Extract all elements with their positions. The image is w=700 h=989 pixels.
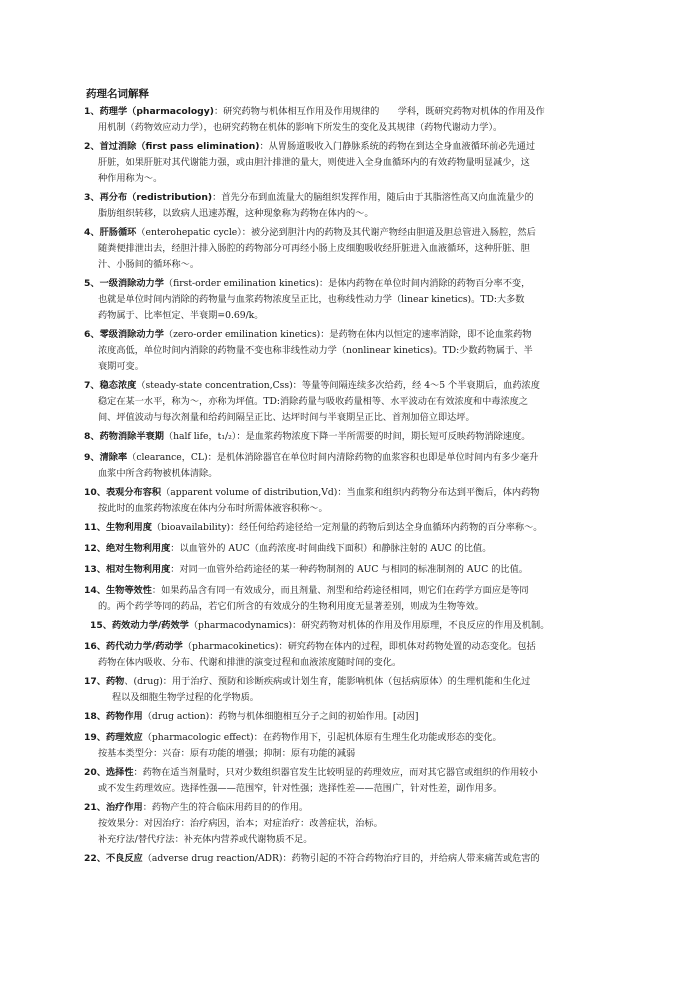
definition-entry (84, 276, 614, 324)
entry-number: 9、 (84, 452, 100, 463)
entry-text: ：如果药品含有同一有效成分，而且剂量、剂型和给药途径相同，则它们在药学方面应是等同 (151, 585, 529, 596)
entry-term: 药效动力学/药效学 (111, 620, 189, 631)
entry-text: ：以血管外的 AUC（血药浓度-时间曲线下面积）和静脉注射的 AUC 的比值。 (170, 543, 492, 554)
definition-entry (84, 639, 614, 671)
entry-line (84, 139, 614, 155)
entry-text: 随粪便排泄出去，经胆汁排入肠腔的药物部分可再经小肠上皮细胞吸收经肝脏进入血液循环，这种肝脏、胆 (98, 243, 530, 254)
entry-line (84, 378, 614, 394)
entry-line (84, 520, 614, 536)
entry-term: 相对生物利用度 (105, 564, 171, 575)
entry-line (84, 765, 614, 781)
entry-text: 稳定在某一水平，称为～，亦称为坪值。TD:消除药量与吸收药量相等、水平波动在有效浓度和中毒浓度之 (98, 396, 529, 407)
entry-line (84, 206, 614, 222)
entry-text: 浓度高低，单位时间内消除的药物量不变也称非线性动力学（nonlinear kinetics)。TD:少数药物属于、半 (98, 345, 533, 356)
entry-term: 药物 (105, 676, 125, 687)
entry-text: （half life，t₁/₂）：是血浆药物浓度下降一半所需要的时间，期长短可反映药物消除速度。 (163, 431, 531, 442)
entry-term: 药物消除半衰期 (99, 431, 164, 442)
entry-term: 再分布（redistribution) (99, 192, 213, 203)
entry-number: 18、 (84, 711, 106, 722)
entry-text: 的。两个药学等同的药品，若它们所含的有效成分的生物利用度无显著差别，则成为生物等效。 (98, 601, 484, 612)
document-title: 药理名词解释 (86, 88, 149, 100)
entry-line (84, 618, 614, 634)
entry-line (84, 816, 614, 832)
definition-entry (84, 583, 614, 615)
definition-entry (84, 190, 614, 222)
entry-number: 8、 (84, 431, 100, 442)
entry-text: （pharmacodynamics)：研究药物对机体的作用及作用原理，不良反应的作用及机制。 (188, 620, 550, 631)
entry-line (84, 225, 614, 241)
entry-text: （first-order emilination kinetics)：是体内药物在单位时间内消除的药物百分率不变， (163, 278, 531, 289)
entry-text: 肝脏，如果肝脏对其代谢能力强，或由胆汁排泄的量大，则使进入全身血循环内的有效药物量明显减少，这 (98, 157, 530, 168)
entry-line (84, 257, 614, 273)
definition-entry (84, 520, 614, 536)
entry-term: 肝肠循环 (99, 227, 137, 238)
entry-term: 药理学（pharmacology) (99, 106, 214, 117)
definition-entry (84, 429, 614, 445)
entry-number: 19、 (84, 732, 106, 743)
entry-term: 生物等效性 (105, 585, 152, 596)
definition-entry (84, 450, 614, 482)
entry-term: 首过消除（first pass elimination) (99, 141, 260, 152)
entry-text: 间、坪值波动与每次剂量和给药间隔呈正比、达坪时间与半衰期呈正比、首剂加倍立即达坪。 (98, 412, 475, 423)
entry-text: 脂肪组织转移，以致病人迅速苏醒，这种现象称为药物在体内的～。 (98, 208, 374, 219)
entry-term: 治疗作用 (105, 802, 143, 813)
entry-text: （clearance，CL)：是机体消除器官在单位时间内清除药物的血浆容积也即是单位时间内有多少毫升 (127, 452, 539, 463)
definition-entry (84, 104, 614, 136)
entry-number: 1、 (84, 106, 100, 117)
entry-line (84, 781, 614, 797)
entry-number: 5、 (84, 278, 100, 289)
entry-text: 补充疗法/替代疗法：补充体内营养或代谢物质不足。 (98, 834, 313, 845)
entry-term: 零级消除动力学 (99, 329, 164, 340)
entry-line (84, 501, 614, 517)
entry-number: 11、 (84, 522, 106, 533)
entry-text: 种作用称为～。 (98, 173, 163, 184)
entry-line (84, 800, 614, 816)
entry-line (84, 292, 614, 308)
entry-number: 15、 (90, 620, 112, 631)
entry-text: 也就是单位时间内消除的药物量与血浆药物浓度呈正比，也称线性动力学（linear kinetics)。TD:大多数 (98, 294, 525, 305)
entry-term: 药代动力学/药动学 (105, 641, 183, 652)
entry-text: 、(drug)：用于治疗、预防和诊断疾病或计划生育，能影响机体（包括病原体）的生理机能和生化过 (124, 676, 531, 687)
entry-text: （drug action)：药物与机体细胞相互分子之间的初始作用。[动因] (142, 711, 419, 722)
entry-line (84, 485, 614, 501)
definition-entry (84, 485, 614, 517)
entry-text: （bioavailability)：经任何给药途径给一定剂量的药物后到达全身血循环内药物的百分率称～。 (151, 522, 543, 533)
entry-line (84, 410, 614, 426)
definition-entry (84, 562, 614, 578)
entry-number: 16、 (84, 641, 106, 652)
definition-entry (84, 541, 614, 557)
entry-text: ：研究药物与机体相互作用及作用规律的 学科，既研究药物对机体的作用及作 (213, 106, 545, 117)
entry-text: ：首先分布到血流量大的脑组织发挥作用，随后由于其脂溶性高又向血流量少的 (212, 192, 534, 203)
entry-term: 药理效应 (105, 732, 143, 743)
definition-entry (84, 618, 614, 634)
entry-text: 程以及细胞生物学过程的化学物质。 (112, 692, 259, 703)
entry-text: 衰期可变。 (98, 361, 144, 372)
entry-term: 一级消除动力学 (99, 278, 164, 289)
entry-text: ：药物产生的符合临床用药目的的作用。 (142, 802, 309, 813)
entry-text: 药物在体内吸收、分布、代谢和排泄的演变过程和血液浓度随时间的变化。 (98, 657, 402, 668)
entry-term: 不良反应 (105, 853, 143, 864)
entry-text: ：药物在适当剂量时，只对少数组织器官发生比较明显的药理效应，而对其它器官或组织的作用较小 (133, 767, 538, 778)
entry-number: 17、 (84, 676, 106, 687)
entry-line (84, 450, 614, 466)
entry-line (84, 120, 614, 136)
entry-text: 药物属于、比率恒定、半衰期=0.69/k。 (98, 310, 264, 321)
definition-entry (84, 139, 614, 187)
entry-text: （apparent volume of distribution,Vd)：当血浆和组织内药物分布达到平衡后，体内药物 (161, 487, 540, 498)
entry-number: 4、 (84, 227, 100, 238)
entry-line (84, 730, 614, 746)
entry-line (84, 674, 614, 690)
entry-text: 按此时的血浆药物浓度在体内分布时所需体液容积称～。 (98, 503, 328, 514)
entry-text: （pharmacologic effect)：在药物作用下，引起机体原有生理生化功能或形态的变化。 (142, 732, 502, 743)
entry-number: 22、 (84, 853, 106, 864)
entry-text: 按效果分：对因治疗：治疗病因，治本；对症治疗：改善症状，治标。 (98, 818, 383, 829)
entry-line (84, 276, 614, 292)
entry-line (84, 308, 614, 324)
entry-line (84, 690, 614, 706)
entry-line (84, 429, 614, 445)
entry-line (84, 655, 614, 671)
entry-text: 汁、小肠间的循环称～。 (98, 259, 200, 270)
entry-line (84, 599, 614, 615)
entry-line (84, 709, 614, 725)
entry-text: 用机制（药物效应动力学），也研究药物在机体的影响下所发生的变化及其规律（药物代谢动力学）。 (98, 122, 503, 133)
definition-entry (84, 378, 614, 426)
entry-line (84, 832, 614, 848)
definition-entry (84, 851, 614, 867)
entry-text: （pharmacokinetics)：研究药物在体内的过程，即机体对药物处置的动态变化。包括 (182, 641, 536, 652)
entry-text: （enterohepatic cycle）：被分泌到胆汁内的药物及其代谢产物经由胆道及胆总管进入肠腔，然后 (136, 227, 536, 238)
entry-number: 21、 (84, 802, 106, 813)
entry-line (84, 155, 614, 171)
entry-number: 7、 (84, 380, 100, 391)
definition-entry (84, 709, 614, 725)
entry-number: 20、 (84, 767, 106, 778)
entry-line (84, 639, 614, 655)
entry-number: 6、 (84, 329, 100, 340)
entry-text: （zero-order emilination kinetics)：是药物在体内以恒定的速率消除，即不论血浆药物 (163, 329, 532, 340)
entry-text: ：对同一血管外给药途径的某一种药物制剂的 AUC 与相同的标准制剂的 AUC 的比值。 (170, 564, 528, 575)
entry-line (84, 466, 614, 482)
entry-term: 稳态浓度 (99, 380, 137, 391)
entry-term: 绝对生物利用度 (105, 543, 171, 554)
entry-line (84, 171, 614, 187)
entry-term: 选择性 (105, 767, 134, 778)
entry-term: 药物作用 (105, 711, 143, 722)
definition-entry (84, 327, 614, 375)
entry-text: 血浆中所含药物被机体清除。 (98, 468, 218, 479)
entry-line (84, 241, 614, 257)
definition-entry (84, 674, 614, 706)
definition-entry (84, 225, 614, 273)
entry-number: 10、 (84, 487, 106, 498)
entry-text: （steady-state concentration,Css)：等量等间隔连续多次给药，经 4～5 个半衰期后，血药浓度 (136, 380, 540, 391)
entry-line (84, 343, 614, 359)
entry-line (84, 394, 614, 410)
entry-term: 清除率 (99, 452, 128, 463)
entry-line (84, 190, 614, 206)
definition-entry (84, 800, 614, 848)
entry-line (84, 359, 614, 375)
definition-entry (84, 765, 614, 797)
entry-number: 14、 (84, 585, 106, 596)
entry-line (84, 327, 614, 343)
entry-line (84, 583, 614, 599)
entry-line (84, 541, 614, 557)
entry-line (84, 562, 614, 578)
entry-term: 生物利用度 (105, 522, 152, 533)
entry-text: （adverse drug reaction/ADR)：药物引起的不符合药物治疗目的，并给病人带来痛苦或危害的 (142, 853, 540, 864)
entry-text: 按基本类型分：兴奋：原有功能的增强；抑制：原有功能的减弱 (98, 748, 356, 759)
entry-number: 3、 (84, 192, 100, 203)
entry-line (84, 746, 614, 762)
entry-line (84, 851, 614, 867)
entry-number: 13、 (84, 564, 106, 575)
entry-term: 表观分布容积 (105, 487, 162, 498)
definition-entry (84, 730, 614, 762)
entry-number: 2、 (84, 141, 100, 152)
entry-text: ：从胃肠道吸收入门静脉系统的药物在到达全身血液循环前必先通过 (259, 141, 536, 152)
entry-text: 或不发生药理效应。选择性强——范围窄，针对性强；选择性差——范围广，针对性差，副作用多。 (98, 783, 503, 794)
entry-number: 12、 (84, 543, 106, 554)
entry-line (84, 104, 614, 120)
